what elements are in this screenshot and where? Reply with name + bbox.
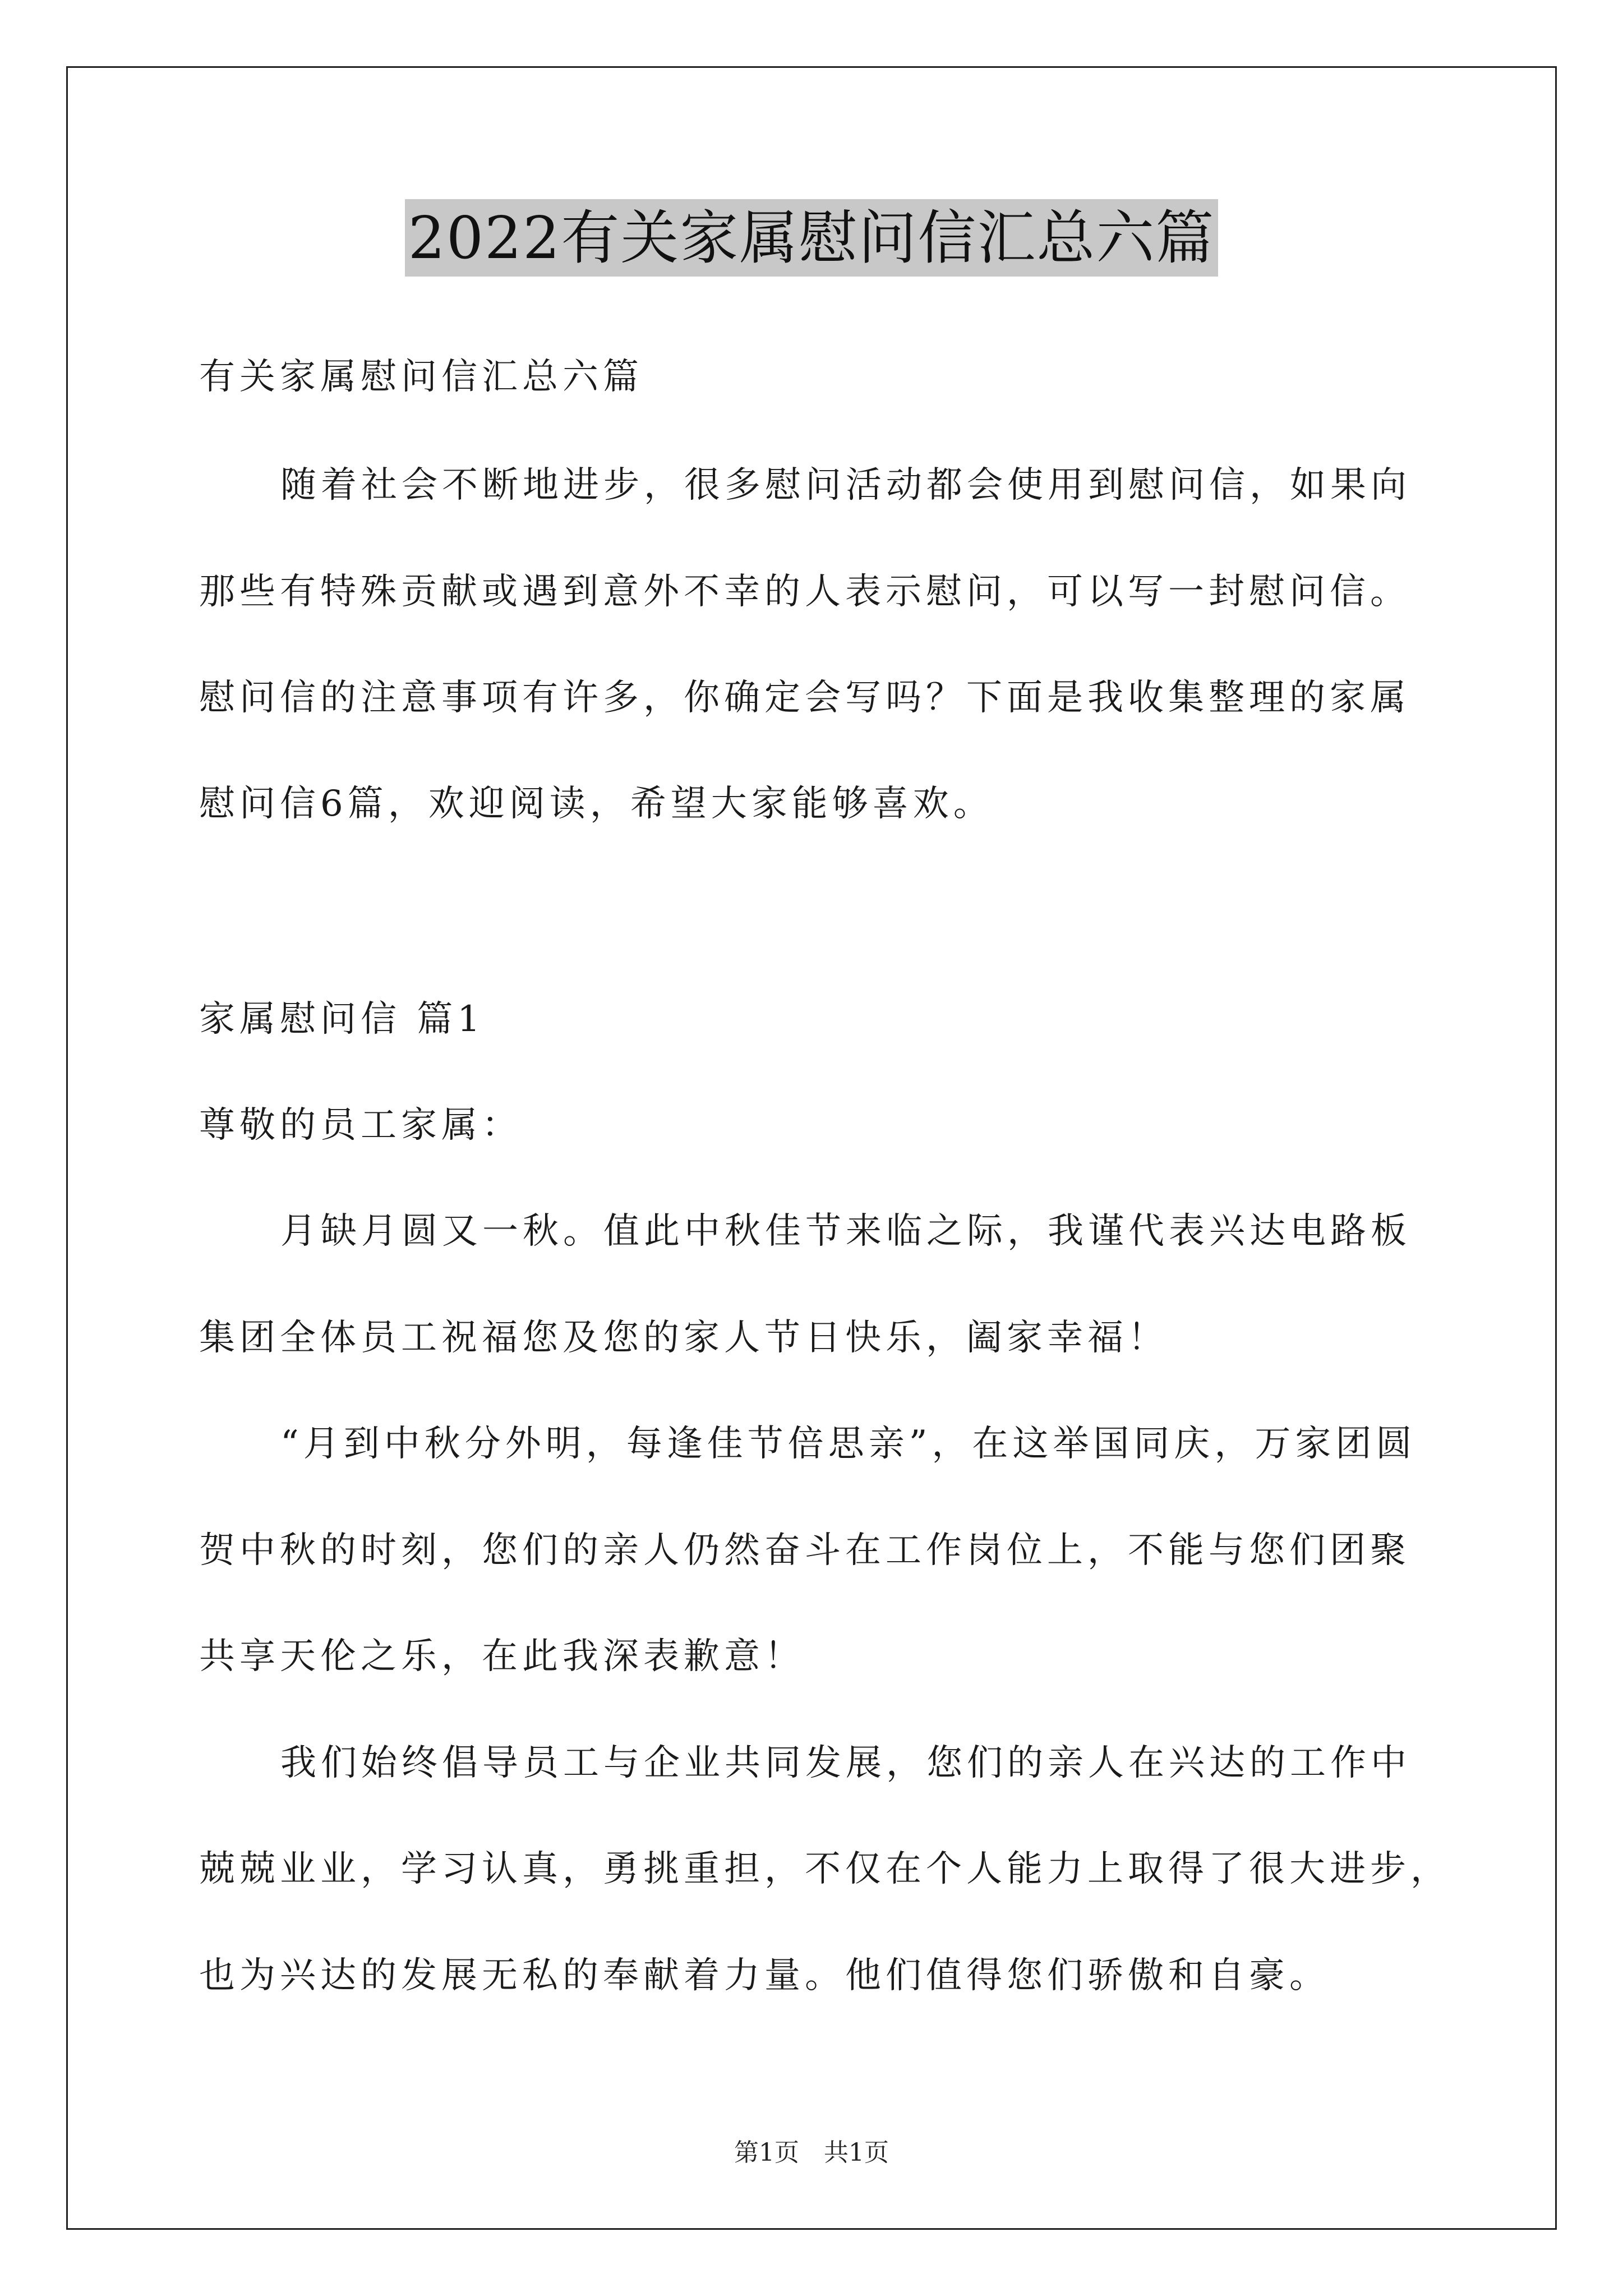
intro-line: 那些有特殊贡献或遇到意外不幸的人表示慰问，可以写一封慰问信。 xyxy=(199,571,1410,613)
body-line: “月到中秋分外明，每逢佳节倍思亲”，在这举国同庆，万家团圆 xyxy=(280,1423,1417,1465)
body-line: 兢兢业业，学习认真，勇挑重担，不仅在个人能力上取得了很大进步， xyxy=(199,1848,1451,1890)
document-subtitle: 有关家属慰问信汇总六篇 xyxy=(199,356,643,398)
body-line: 集团全体员工祝福您及您的家人节日快乐，阖家幸福！ xyxy=(199,1317,1168,1359)
salutation: 尊敬的员工家属： xyxy=(199,1105,522,1146)
body-line: 共享天伦之乐，在此我深表歉意！ xyxy=(199,1636,805,1677)
body-line: 贺中秋的时刻，您们的亲人仍然奋斗在工作岗位上，不能与您们团聚 xyxy=(199,1530,1410,1571)
intro-line: 慰问信的注意事项有许多，你确定会写吗？下面是我收集整理的家属 xyxy=(199,677,1410,719)
body-line: 月缺月圆又一秋。值此中秋佳节来临之际，我谨代表兴达电路板 xyxy=(280,1211,1411,1252)
section-heading: 家属慰问信 篇1 xyxy=(199,999,485,1040)
intro-line: 随着社会不断地进步，很多慰问活动都会使用到慰问信，如果向 xyxy=(280,464,1411,506)
page-footer: 第1页 共1页 xyxy=(734,2138,889,2167)
body-line: 也为兴达的发展无私的奉献着力量。他们值得您们骄傲和自豪。 xyxy=(199,1955,1330,1996)
title-wrap xyxy=(0,199,1623,277)
intro-line: 慰问信6篇，欢迎阅读，希望大家能够喜欢。 xyxy=(199,783,994,825)
body-line: 我们始终倡导员工与企业共同发展，您们的亲人在兴达的工作中 xyxy=(280,1742,1411,1784)
document-title: 2022有关家属慰问信汇总六篇 xyxy=(405,199,1219,277)
